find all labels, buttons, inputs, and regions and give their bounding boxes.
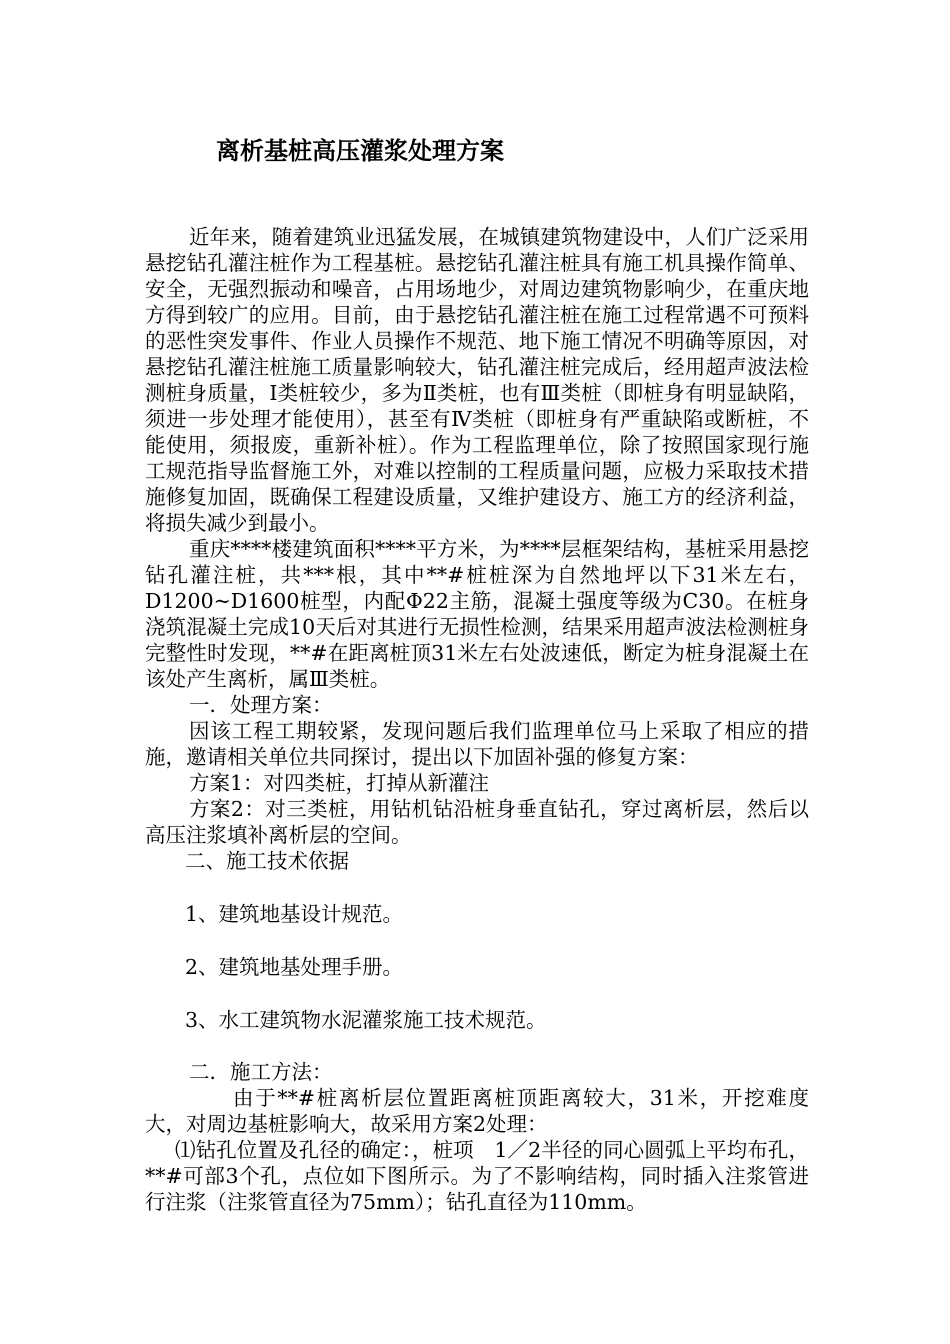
basis-item-3: 3、水工建筑物水泥灌浆施工技术规范。	[185, 1008, 547, 1032]
section-heading-technical-basis: 二、施工技术依据	[185, 849, 349, 873]
plan-two-item: 方案2：对三类桩，用钻机钻沿桩身垂直钻孔，穿过离析层，然后以高压注浆填补离析层的空间。	[145, 797, 809, 847]
basis-item-1: 1、建筑地基设计规范。	[185, 902, 404, 926]
plan-one-item: 方案1：对四类桩，打掉从新灌注	[189, 771, 490, 795]
treatment-plan-paragraph: 因该工程工期较紧，发现问题后我们监理单位马上采取了相应的措施，邀请相关单位共同探讨，提出以下加固补强的修复方案：	[145, 719, 809, 769]
document-title: 离析基桩高压灌浆处理方案	[216, 136, 504, 165]
document-body	[145, 224, 809, 1215]
section-heading-construction-method: 二．施工方法：	[189, 1060, 333, 1084]
drilling-location-paragraph: ⑴钻孔位置及孔径的确定：，桩项 1／2半径的同心圆弧上平均布孔，**#可部3个孔，点位如下图所示。为了不影响结构，同时插入注浆管进行注浆（注浆管直径为75mm）；钻孔直径为110mm。	[145, 1138, 809, 1214]
construction-method-paragraph: 由于**#桩离析层位置距离桩顶距离较大，31米，开挖难度大，对周边基桩影响大，故采用方案2处理：	[145, 1086, 809, 1136]
project-description-paragraph: 重庆****楼建筑面积****平方米，为****层框架结构，基桩采用悬挖钻孔灌注桩，共***根，其中**#桩桩深为自然地坪以下31米左右，D1200~D1600桩型，内配Φ22主筋，混凝土强度等级为C30。在桩身浇筑混凝土完成10天后对其进行无损性检测，结果采用超声波法检测桩身完整性时发现，**#在距离桩顶31米左右处波速低，断定为桩身混凝土在该处产生离析，属Ⅲ类桩。	[145, 537, 809, 691]
intro-paragraph: 近年来，随着建筑业迅猛发展，在城镇建筑物建设中，人们广泛采用悬挖钻孔灌注桩作为工程基桩。悬挖钻孔灌注桩具有施工机具操作简单、安全，无强烈振动和噪音，占用场地少，对周边建筑物影响少，在重庆地方得到较广的应用。目前，由于悬挖钻孔灌注桩在施工过程常遇不可预料的恶性突发事件、作业人员操作不规范、地下施工情况不明确等原因，对悬挖钻孔灌注桩施工质量影响较大，钻孔灌注桩完成后，经用超声波法检测桩身质量，Ⅰ类桩较少，多为Ⅱ类桩，也有Ⅲ类桩（即桩身有明显缺陷，须进一步处理才能使用），甚至有Ⅳ类桩（即桩身有严重缺陷或断桩，不能使用，须报废，重新补桩）。作为工程监理单位，除了按照国家现行施工规范指导监督施工外，对难以控制的工程质量问题，应极力采取技术措施修复加固，既确保工程建设质量，又维护建设方、施工方的经济利益，将损失减少到最小。	[145, 225, 809, 535]
section-heading-treatment-plan: 一．处理方案：	[189, 693, 333, 717]
basis-item-2: 2、建筑地基处理手册。	[185, 955, 404, 979]
